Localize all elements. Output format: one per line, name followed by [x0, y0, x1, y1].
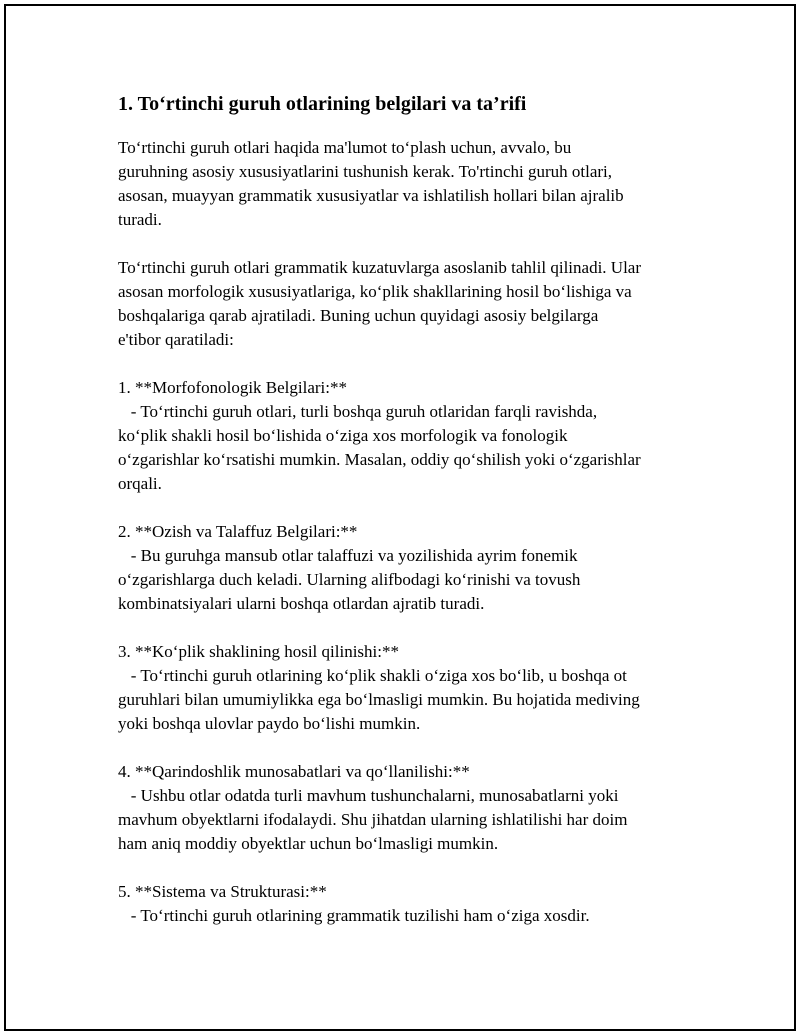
list-item: [118, 520, 698, 616]
intro-paragraph: To‘rtinchi guruh otlari haqida ma'lumot to‘plash uchun, avvalo, bu guruhning asosiy xususiyatlarini tushunish kerak. To'rtinchi guruh otlari, asosan, muayyan grammatik xususiyatlar va ishlatilish hollari bilan ajralib turadi.: [118, 138, 624, 229]
list-item-heading: 3. **Ko‘plik shaklining hosil qilinishi:**: [118, 642, 399, 661]
page-frame: [4, 4, 796, 1031]
list-item: [118, 760, 698, 856]
list-item-body: - To‘rtinchi guruh otlarining ko‘plik shakli o‘ziga xos bo‘lib, u boshqa ot guruhlari bilan umumiylikka ega bo‘lmasligi mumkin. Bu hojatida mediving yoki boshqa ulovlar paydo bo‘lishi mumkin.: [118, 666, 640, 733]
list-item-heading: 1. **Morfofonologik Belgilari:**: [118, 378, 348, 397]
analysis-paragraph: To‘rtinchi guruh otlari grammatik kuzatuvlarga asoslanib tahlil qilinadi. Ular asosan morfologik xususiyatlariga, ko‘plik shakllarining hosil bo‘lishiga va boshqalariga qarab ajratiladi. Buning uchun quyidagi asosiy belgilarga e'tibor qaratiladi:: [118, 258, 641, 349]
list-item-body: - To‘rtinchi guruh otlari, turli boshqa guruh otlaridan farqli ravishda, ko‘plik shakli hosil bo‘lishida o‘ziga xos morfologik va fonologik o‘zgarishlar ko‘rsatishi mumkin. Masalan, oddiy qo‘shilish yoki o‘zgarishlar orqali.: [118, 402, 641, 493]
list-item-heading: 5. **Sistema va Strukturasi:**: [118, 882, 327, 901]
list-item-body: - Ushbu otlar odatda turli mavhum tushunchalarni, munosabatlarni yoki mavhum obyektlarni ifodalaydi. Shu jihatdan ularning ishlatilishi har doim ham aniq moddiy obyektlar uchun bo‘lmasligi mumkin.: [118, 786, 628, 853]
list-item-heading: 4. **Qarindoshlik munosabatlari va qo‘llanilishi:**: [118, 762, 470, 781]
list-item-body: - To‘rtinchi guruh otlarining grammatik tuzilishi ham o‘ziga xosdir.: [118, 906, 590, 925]
section-title: 1. To‘rtinchi guruh otlarining belgilari va ta’rifi: [118, 93, 527, 115]
list-item-body: - Bu guruhga mansub otlar talaffuzi va yozilishida ayrim fonemik o‘zgarishlarga duch keladi. Ularning alifbodagi ko‘rinishi va tovush kombinatsiyalari ularni boshqa otlardan ajratib turadi.: [118, 546, 581, 613]
list-item: [118, 376, 698, 496]
document-content: [118, 90, 698, 952]
list-item: [118, 880, 698, 928]
list-item: [118, 640, 698, 736]
list-item-heading: 2. **Ozish va Talaffuz Belgilari:**: [118, 522, 358, 541]
